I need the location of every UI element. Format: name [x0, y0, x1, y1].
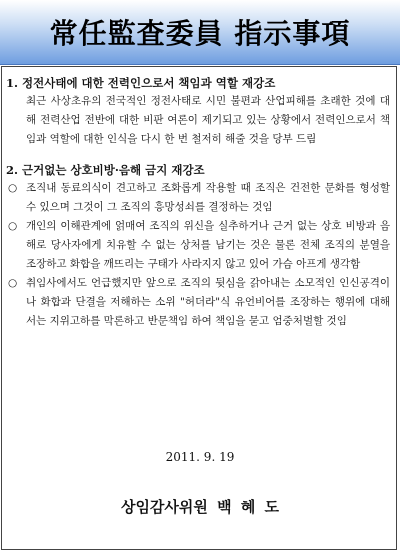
bullet-text-1: 조직내 동료의식이 견고하고 조화롭게 작용할 때 조직은 건전한 문화를 형성할 수 있으며 그것이 그 조직의 흥망성쇠를 결정하는 것임 [26, 182, 390, 213]
bullet-item [6, 179, 390, 217]
title-banner [0, 0, 400, 65]
bullet-item [6, 217, 390, 274]
signature-line: 상임감사위원 백 혜 도 [120, 498, 280, 516]
document-date: 2011. 9. 19 [165, 450, 235, 464]
bullet-text-2: 개인의 이해관계에 얽매여 조직의 위신을 실추하거나 근거 없는 상호 비방과 음해로 당사자에게 치유할 수 없는 상처를 남기는 것은 물론 전체 조직의 분열을 조장하고 화합을 깨뜨리는 구태가 사라지지 않고 있어 가슴 아프게 생각함 [26, 220, 390, 270]
bullet-circle-icon: ○ [8, 182, 18, 194]
section-2-heading: 2. 근거없는 상호비방·음해 금지 재강조 [6, 163, 205, 177]
bullet-item [6, 274, 390, 331]
section-1-paragraph: 최근 사상초유의 전국적인 정전사태로 시민 불편과 산업피해를 초래한 것에 대해 전력산업 전반에 대한 비판 여론이 제기되고 있는 상황에서 전력인으로서 책임과 역할에 대한 인식을 다시 한 번 철저히 해줄 것을 당부 드림 [26, 95, 390, 145]
bullet-circle-icon: ○ [8, 220, 18, 232]
document-body [6, 74, 390, 331]
section-1-heading: 1. 정전사태에 대한 전력인으로서 책임과 역할 재강조 [6, 76, 276, 90]
bullet-text-3: 취임사에서도 언급했지만 앞으로 조직의 뒷심을 갉아내는 소모적인 인신공격이나 화합과 단결을 저해하는 소위 "허더라"식 유언비어를 조장하는 행위에 대해서는 지위고하를 막론하고 반문책임 하여 책임을 묻고 엄중처벌할 것임 [26, 277, 390, 327]
bullet-circle-icon: ○ [8, 277, 18, 289]
document-title: 常任監査委員 指示事項 [49, 17, 351, 50]
